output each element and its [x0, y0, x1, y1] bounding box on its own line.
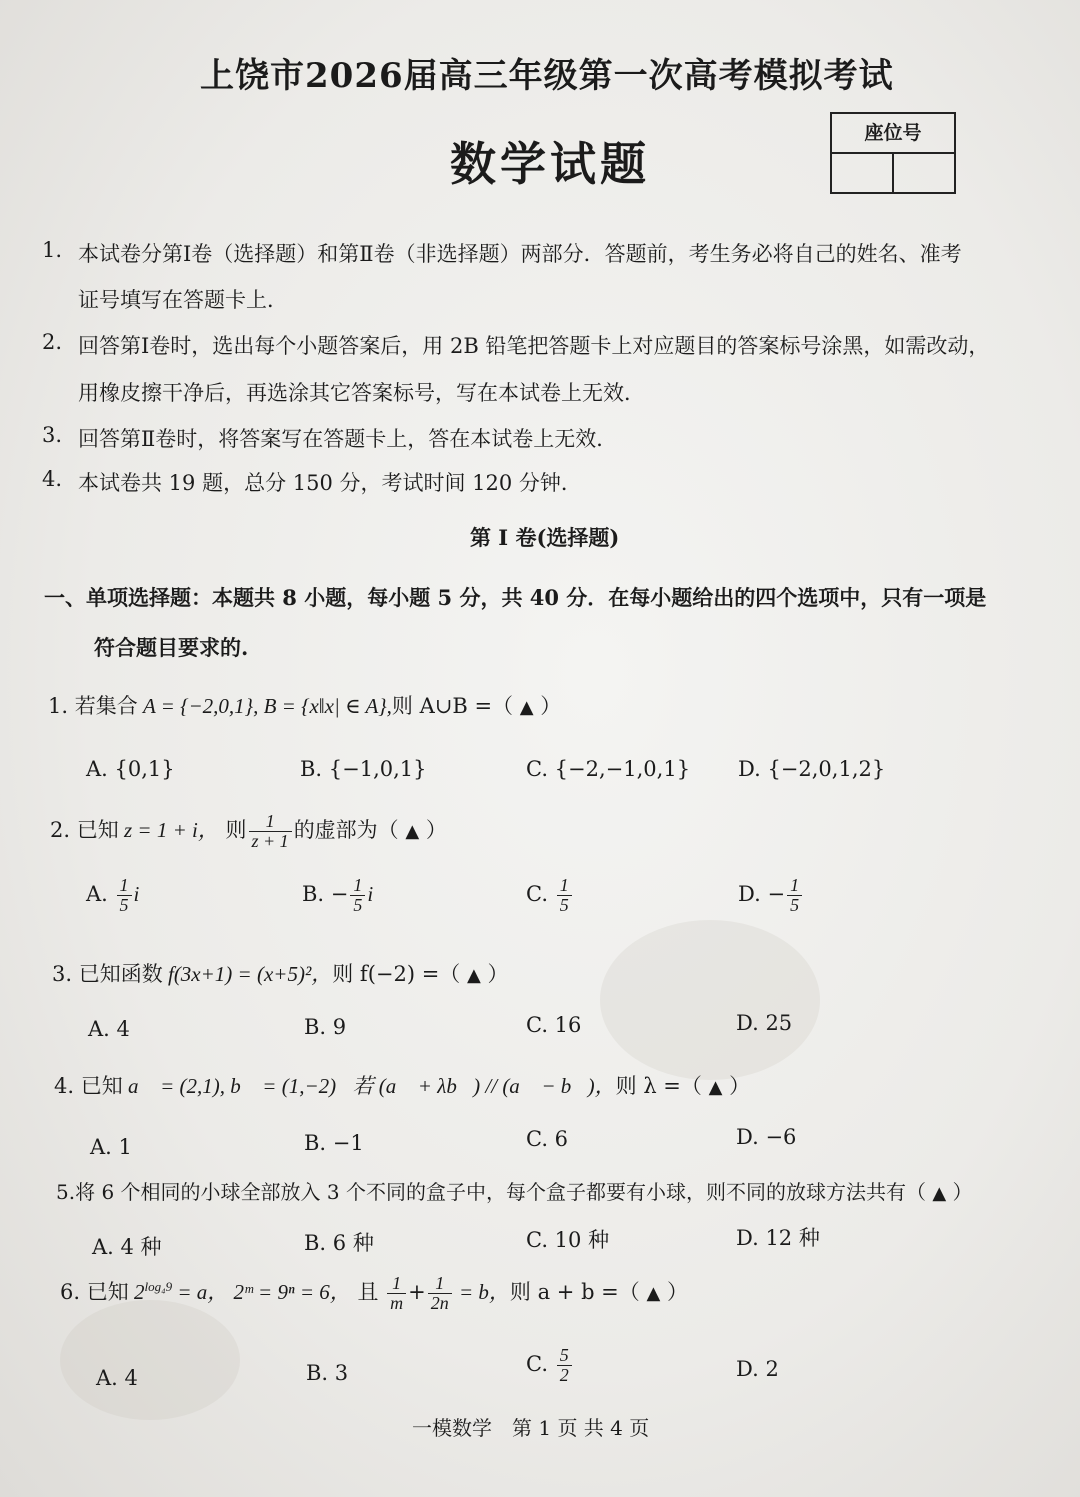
answer-mark-icon: ▲ — [708, 1077, 723, 1098]
question-text: 则 A∪B =（ — [391, 694, 514, 718]
question-number: 1. — [48, 694, 69, 718]
option-d: D. {−2,0,1,2} — [738, 757, 886, 781]
option-b — [302, 876, 373, 915]
option-label: C. — [526, 881, 548, 906]
option-b: B. 9 — [304, 1015, 347, 1039]
option-d — [738, 876, 804, 915]
answer-mark-icon: ▲ — [467, 965, 481, 986]
option-a — [86, 876, 139, 915]
exam-title: 上饶市2026届高三年级第一次高考模拟考试 — [200, 56, 894, 96]
paper-stain — [600, 920, 820, 1080]
page-footer: 一模数学 第 1 页 共 4 页 — [412, 1416, 650, 1440]
fraction-denominator: 2 — [559, 1364, 569, 1385]
question-text: 已知 — [80, 1074, 123, 1098]
question-number: 3. — [52, 962, 73, 986]
option-label: D. — [738, 881, 761, 906]
instruction-number: 3. — [42, 423, 63, 447]
fraction-numerator: 1 — [350, 876, 365, 896]
fraction-numerator: 5 — [557, 1346, 572, 1366]
instruction-text: 证号填写在答题卡上． — [78, 288, 288, 312]
fraction-numerator: 1 — [787, 876, 802, 896]
fraction — [387, 1274, 406, 1313]
question-number: 6. — [60, 1279, 81, 1304]
answer-mark-icon: ▲ — [405, 820, 420, 842]
option-label: B. — [302, 881, 325, 906]
question-3 — [52, 958, 509, 988]
answer-mark-icon: ▲ — [932, 1183, 947, 1204]
seat-cell — [832, 154, 894, 192]
fraction — [350, 876, 365, 915]
question-math: f(3x+1) = (x+5)²， — [162, 962, 333, 986]
question-text: 则 — [225, 817, 247, 842]
part-heading: 一、单项选择题：本题共 8 小题，每小题 5 分，共 40 分．在每小题给出的四个选项中，只有一项是 — [44, 585, 987, 610]
option-tail: i — [133, 881, 140, 906]
option-a: A. 1 — [90, 1135, 132, 1159]
fraction-numerator: 1 — [557, 876, 572, 896]
option-b: B. {−1,0,1} — [300, 757, 427, 781]
fraction-denominator: 5 — [353, 894, 363, 915]
fraction — [557, 1346, 572, 1385]
question-text: 则 λ =（ — [615, 1074, 702, 1098]
fraction-denominator: 5 — [559, 894, 569, 915]
question-math: z = 1 + i， — [118, 817, 219, 842]
option-label: A. — [86, 881, 108, 906]
question-1 — [48, 690, 561, 720]
question-2 — [50, 812, 447, 851]
option-a: A. 4 种 — [92, 1235, 162, 1259]
answer-mark-icon: ▲ — [519, 697, 534, 718]
fraction-denominator: z + 1 — [251, 830, 289, 851]
fraction — [787, 876, 802, 915]
instruction-number: 2. — [42, 330, 63, 354]
fraction-numerator: 1 — [428, 1274, 452, 1294]
close-paren: ） — [952, 1180, 973, 1204]
instruction-text: 本试卷分第Ⅰ卷（选择题）和第Ⅱ卷（非选择题）两部分．答题前，考生务必将自己的姓名、准考 — [78, 242, 962, 266]
option-a: A. 4 — [96, 1366, 138, 1390]
instruction-text: 回答第Ⅰ卷时，选出每个小题答案后，用 2B 铅笔把答题卡上对应题目的答案标号涂黑，如需改动， — [78, 334, 990, 358]
question-math: 2 — [128, 1279, 145, 1304]
option-a: A. {0,1} — [86, 757, 175, 781]
option-sign: − — [330, 881, 349, 906]
answer-mark-icon: ▲ — [646, 1282, 661, 1304]
section-title: 第 I 卷(选择题) — [470, 525, 620, 550]
option-tail: i — [367, 881, 374, 906]
close-paren: ） — [729, 1074, 751, 1098]
question-4 — [54, 1070, 750, 1100]
option-d: D. 25 — [736, 1011, 793, 1035]
option-c: C. 10 种 — [526, 1228, 610, 1252]
option-label: C. — [526, 1351, 548, 1376]
option-c — [526, 1346, 574, 1385]
seat-cell — [894, 154, 954, 192]
option-b: B. 6 种 — [304, 1231, 374, 1255]
question-text: 已知 — [76, 817, 119, 842]
part-heading: 符合题目要求的. — [94, 635, 249, 660]
instruction-number: 1. — [42, 238, 63, 262]
close-paren: ） — [425, 817, 447, 842]
seat-number-box — [830, 112, 956, 194]
fraction — [557, 876, 572, 915]
question-text: 则 a + b =（ — [509, 1279, 640, 1304]
question-number: 2. — [50, 817, 71, 842]
option-a: A. 4 — [88, 1017, 130, 1041]
close-paren: ） — [667, 1279, 688, 1304]
question-math: a⃗ = (2,1), b⃗ = (1,−2)，若 (a⃗ + λb⃗) // (a⃗ − b⃗)， — [122, 1074, 616, 1098]
question-5 — [56, 1176, 973, 1205]
question-text: 且 — [357, 1279, 379, 1304]
question-text: 若集合 — [74, 694, 138, 718]
fraction-denominator: m — [390, 1292, 404, 1313]
question-text: 已知 — [86, 1279, 129, 1304]
option-d: D. 2 — [736, 1357, 779, 1381]
instruction-text: 本试卷共 19 题，总分 150 分，考试时间 120 分钟． — [78, 471, 582, 495]
fraction-numerator: 1 — [117, 876, 132, 896]
instruction-number: 4. — [42, 467, 63, 491]
question-text: 将 6 个相同的小球全部放入 3 个不同的盒子中，每个盒子都要有小球，则不同的放球方法共有（ — [75, 1180, 926, 1204]
fraction — [428, 1274, 452, 1313]
close-paren: ） — [540, 694, 562, 718]
exponent: log₄9 — [144, 1278, 173, 1294]
instruction-text: 回答第Ⅱ卷时，将答案写在答题卡上，答在本试卷上无效． — [78, 427, 618, 451]
option-d: D. −6 — [736, 1125, 797, 1149]
option-b: B. −1 — [304, 1131, 364, 1155]
fraction-denominator: 5 — [790, 894, 800, 915]
subject-title: 数学试题 — [450, 137, 650, 191]
option-d: D. 12 种 — [736, 1226, 820, 1250]
fraction-denominator: 5 — [119, 894, 129, 915]
question-text: 则 f(−2) =（ — [332, 962, 461, 986]
paper-stain — [60, 1300, 240, 1420]
option-sign: − — [767, 881, 786, 906]
question-math: = a， 2ᵐ = 9ⁿ = 6， — [172, 1279, 351, 1304]
question-6: 6. 已知 $2^{log_49} = a$， 2ᵐ = 9ⁿ = 6， 且 $\frac{1}{m}$ + $\frac{1}{2n}$ = b，则 a + b =（ ▲ ） — [60, 1273, 688, 1313]
option-b: B. 3 — [306, 1361, 349, 1385]
close-paren: ） — [487, 962, 509, 986]
option-c — [526, 876, 574, 915]
question-text: 已知函数 — [78, 962, 163, 986]
question-text: 的虚部为（ — [293, 817, 399, 842]
fraction-numerator: 1 — [249, 812, 292, 832]
fraction-denominator: 2n — [430, 1292, 449, 1313]
seat-label: 座位号 — [832, 114, 954, 154]
question-number: 5. — [56, 1180, 76, 1204]
question-math: A = {−2,0,1}, B = {x‖x| ∈ A}, — [137, 694, 392, 718]
fraction — [117, 876, 132, 915]
fraction — [249, 812, 292, 851]
option-c: C. {−2,−1,0,1} — [526, 757, 691, 781]
instruction-text: 用橡皮擦干净后，再选涂其它答案标号，写在本试卷上无效． — [78, 381, 645, 405]
fraction-numerator: 1 — [387, 1274, 406, 1294]
option-c: C. 6 — [526, 1127, 569, 1151]
question-math: = b， — [453, 1279, 510, 1304]
question-number: 4. — [54, 1074, 75, 1098]
option-c: C. 16 — [526, 1013, 582, 1037]
